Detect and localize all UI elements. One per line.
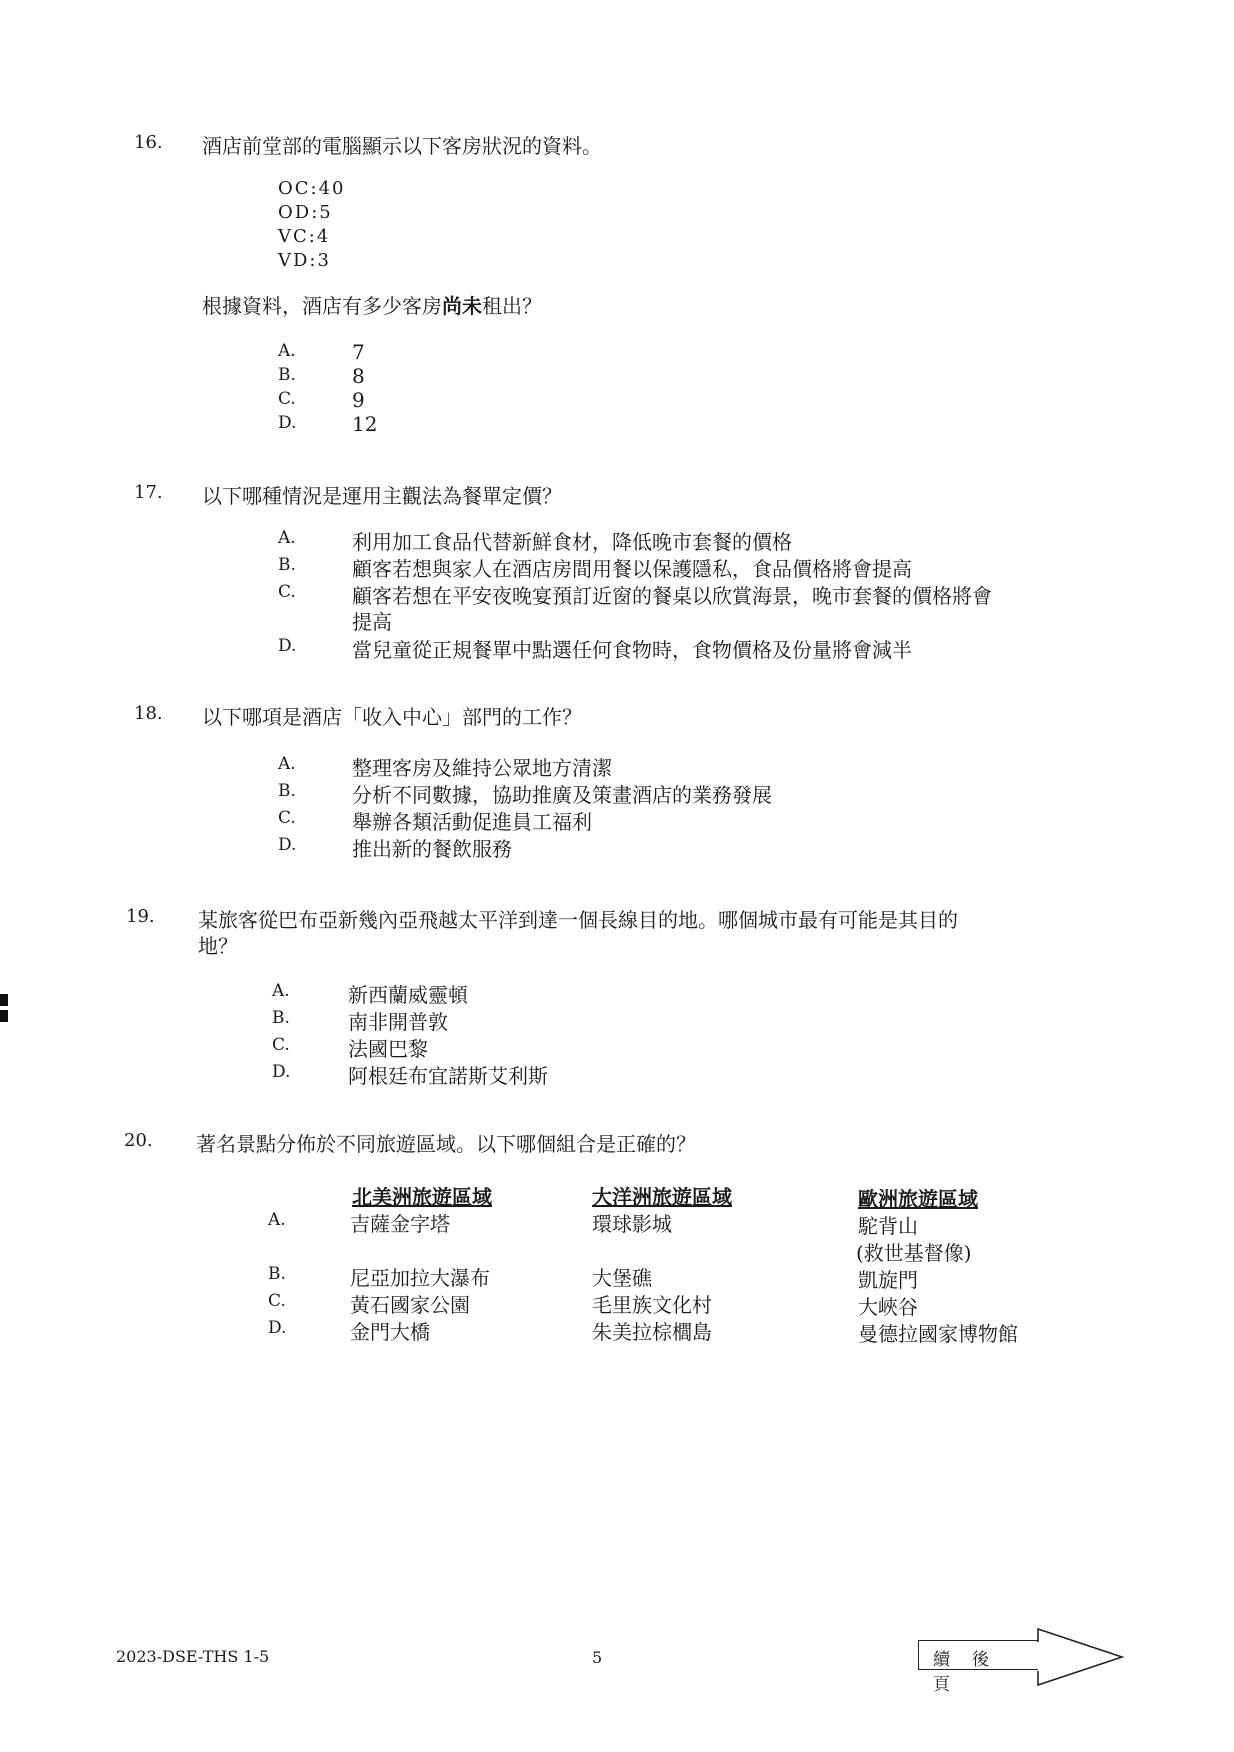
- arrow-right-icon: [1030, 1628, 1126, 1686]
- paper-code: 2023-DSE-THS 1-5: [116, 1647, 270, 1666]
- row-letter: C.: [268, 1291, 286, 1311]
- option-a[interactable]: 利用加工食品代替新鮮食材，降低晚市套餐的價格: [352, 530, 792, 554]
- option-a[interactable]: 新西蘭威靈頓: [348, 983, 468, 1007]
- option-letter: D.: [278, 835, 297, 855]
- row-letter: A.: [268, 1210, 286, 1230]
- question-18-number: 18.: [134, 703, 163, 724]
- question-17-stem: 以下哪種情況是運用主觀法為餐單定價？: [202, 484, 562, 508]
- question-19-number: 19.: [126, 906, 155, 927]
- option-b[interactable]: 分析不同數據，協助推廣及策畫酒店的業務發展: [352, 783, 772, 807]
- option-letter: D.: [272, 1062, 291, 1082]
- option-letter: B.: [278, 555, 296, 575]
- row-letter: D.: [268, 1318, 287, 1338]
- option-d[interactable]: 當兒童從正規餐單中點選任何食物時，食物價格及份量將會減半: [352, 638, 912, 662]
- question-16-stem: 酒店前堂部的電腦顯示以下客房狀況的資料。: [202, 134, 602, 158]
- status-code-od: OD:5: [278, 202, 333, 223]
- option-letter: C.: [278, 389, 296, 409]
- question-20-stem: 著名景點分佈於不同旅遊區域。以下哪個組合是正確的？: [196, 1132, 696, 1156]
- table-cell: 大堡礁: [592, 1266, 652, 1290]
- option-letter: A.: [278, 528, 296, 548]
- table-cell: 金門大橋: [350, 1320, 430, 1344]
- option-letter: D.: [278, 413, 297, 433]
- option-letter: A.: [272, 981, 290, 1001]
- table-cell: 凱旋門: [858, 1268, 918, 1292]
- option-letter: C.: [278, 808, 296, 828]
- prompt-start: 根據資料，酒店有多少客房: [202, 294, 442, 318]
- question-19-stem-continued: 地？: [198, 934, 238, 958]
- option-a[interactable]: 整理客房及維持公眾地方清潔: [352, 756, 612, 780]
- option-letter: A.: [278, 341, 296, 361]
- table-cell: 黃石國家公園: [350, 1293, 470, 1317]
- option-b[interactable]: 顧客若想與家人在酒店房間用餐以保護隱私，食品價格將會提高: [352, 557, 912, 581]
- option-letter: C.: [272, 1035, 290, 1055]
- option-b[interactable]: 南非開普敦: [348, 1010, 448, 1034]
- option-d[interactable]: 12: [352, 412, 378, 436]
- option-d[interactable]: 阿根廷布宜諾斯艾利斯: [348, 1064, 548, 1088]
- table-cell: 尼亞加拉大瀑布: [350, 1266, 490, 1290]
- option-letter: C.: [278, 582, 296, 602]
- column-header-north-america: 北美洲旅遊區域: [352, 1185, 492, 1209]
- column-header-oceania: 大洋洲旅遊區域: [592, 1185, 732, 1209]
- option-c[interactable]: 舉辦各類活動促進員工福利: [352, 810, 592, 834]
- prompt-end: 租出？: [482, 294, 542, 318]
- question-17-number: 17.: [134, 482, 163, 503]
- scan-mark: [0, 1010, 8, 1022]
- question-19-stem: 某旅客從巴布亞新幾內亞飛越太平洋到達一個長線目的地。哪個城市最有可能是其目的: [198, 908, 958, 932]
- question-18-stem: 以下哪項是酒店「收入中心」部門的工作？: [202, 705, 582, 729]
- table-cell: 吉薩金字塔: [350, 1212, 450, 1236]
- status-code-vc: VC:4: [278, 226, 331, 247]
- option-c[interactable]: 顧客若想在平安夜晚宴預訂近窗的餐桌以欣賞海景，晚市套餐的價格將會: [352, 584, 992, 608]
- page-number: 5: [592, 1648, 603, 1667]
- table-cell: 毛里族文化村: [592, 1293, 712, 1317]
- option-letter: B.: [278, 365, 296, 385]
- question-16-prompt: [202, 290, 542, 319]
- option-d[interactable]: 推出新的餐飲服務: [352, 837, 512, 861]
- status-code-vd: VD:3: [278, 250, 331, 271]
- table-cell: 大峽谷: [858, 1295, 918, 1319]
- prompt-emphasis: 尚未: [442, 294, 482, 318]
- option-c-continued: 提高: [352, 610, 392, 634]
- option-letter: B.: [278, 781, 296, 801]
- question-20-number: 20.: [124, 1130, 153, 1151]
- row-letter: B.: [268, 1264, 286, 1284]
- please-turn-over-label: 續後頁: [933, 1650, 1011, 1695]
- option-b[interactable]: 8: [352, 364, 365, 388]
- please-turn-over-box: [918, 1640, 1038, 1695]
- status-code-oc: OC:40: [278, 178, 346, 199]
- table-cell: 朱美拉棕櫚島: [592, 1320, 712, 1344]
- table-cell: 環球影城: [592, 1212, 672, 1236]
- option-letter: D.: [278, 636, 297, 656]
- option-c[interactable]: 9: [352, 388, 365, 412]
- table-cell: 駝背山: [858, 1214, 918, 1238]
- question-16-number: 16.: [134, 132, 163, 153]
- table-cell-note: (救世基督像): [856, 1241, 972, 1265]
- option-a[interactable]: 7: [352, 340, 365, 364]
- option-letter: A.: [278, 754, 296, 774]
- option-letter: B.: [272, 1008, 290, 1028]
- column-header-europe: 歐洲旅遊區域: [858, 1187, 978, 1211]
- table-cell: 曼德拉國家博物館: [858, 1322, 1018, 1346]
- option-c[interactable]: 法國巴黎: [348, 1037, 428, 1061]
- scan-mark: [0, 994, 8, 1006]
